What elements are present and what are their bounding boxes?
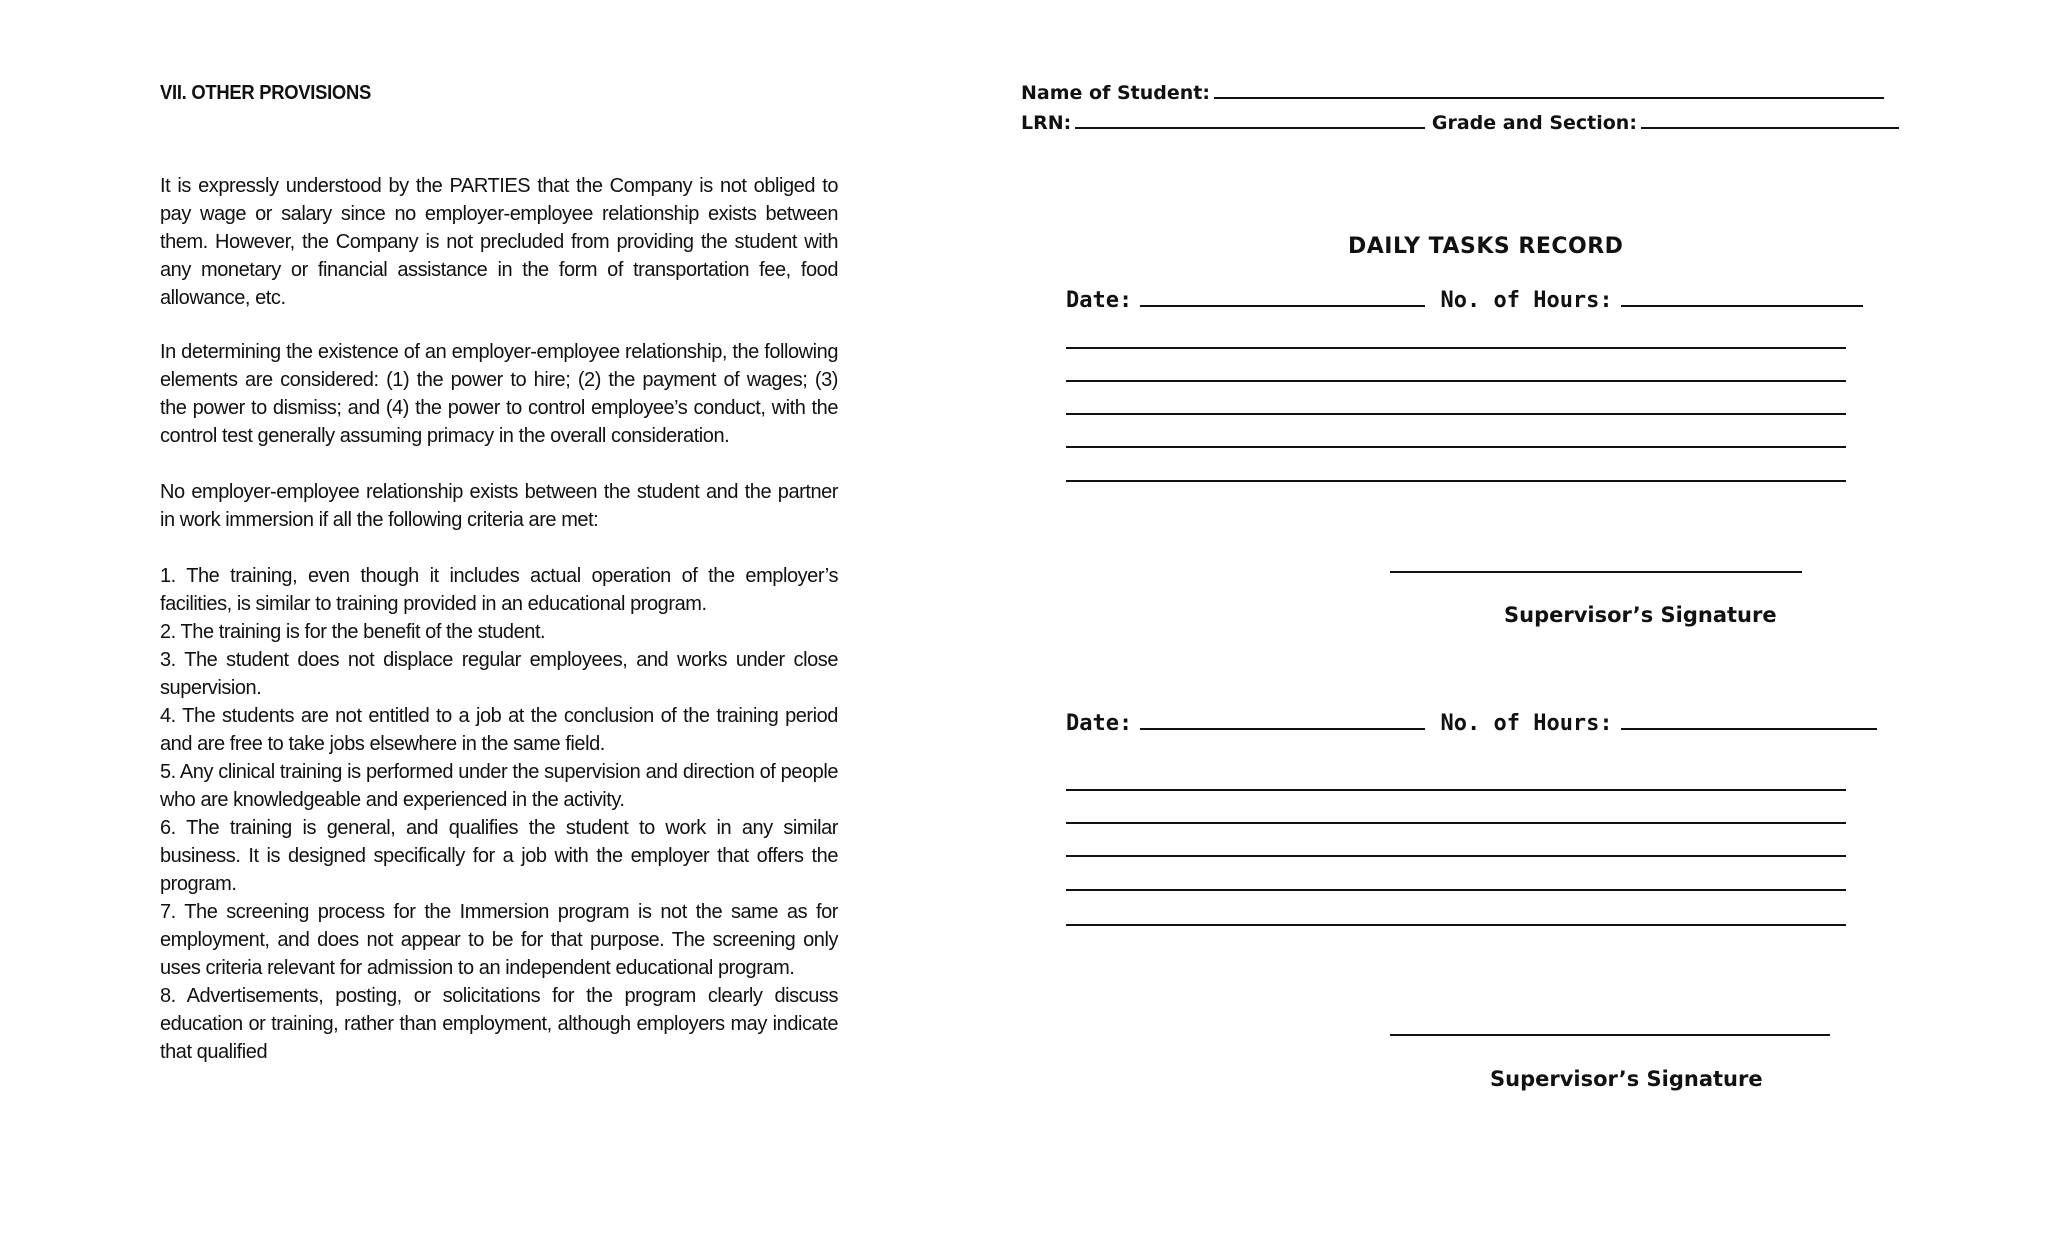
supervisor-signature-label: Supervisor’s Signature (1504, 603, 1777, 627)
hours-field[interactable] (1621, 287, 1863, 307)
criteria-item: 4. The students are not entitled to a job at the conclusion of the training period and are free to take jobs elsewhere in the same field. (160, 705, 838, 755)
task-line[interactable] (1066, 347, 1846, 349)
hours-label: No. of Hours: (1440, 288, 1613, 313)
entry-1-date-row (1066, 287, 1863, 313)
student-name-field[interactable] (1214, 79, 1884, 99)
task-line[interactable] (1066, 413, 1846, 415)
date-label: Date: (1066, 288, 1133, 313)
supervisor-signature-line[interactable] (1390, 1034, 1830, 1036)
task-line[interactable] (1066, 789, 1846, 791)
date-field[interactable] (1140, 287, 1425, 307)
task-line[interactable] (1066, 889, 1846, 891)
criteria-item: 2. The training is for the benefit of the student. (160, 621, 546, 643)
section-heading: VII. OTHER PROVISIONS (160, 82, 371, 104)
lrn-grade-row (1021, 109, 1899, 134)
student-name-row (1021, 79, 1884, 104)
criteria-item: 1. The training, even though it includes actual operation of the employer’s facilities, is similar to training provided in an educational program. (160, 565, 838, 615)
criteria-item: 5. Any clinical training is performed under the supervision and direction of people who are knowledgeable and experienced in the activity. (160, 761, 838, 811)
task-line[interactable] (1066, 380, 1846, 382)
student-name-label: Name of Student: (1021, 82, 1210, 104)
criteria-item: 3. The student does not displace regular employees, and works under close supervision. (160, 649, 838, 699)
criteria-item: 8. Advertisements, posting, or solicitations for the program clearly discuss education or training, rather than employment, although employers may indicate that qualified (160, 985, 838, 1063)
task-line[interactable] (1066, 822, 1846, 824)
paragraph-relationship-elements: In determining the existence of an employer-employee relationship, the following elements are considered: (1) the power to hire; (2) the payment of wages; (3) the power to dismiss; and (4) the power to control employee’s conduct, with the control test generally assuming primacy in the overall consideration. (160, 341, 838, 447)
paragraph-criteria-intro: No employer-employee relationship exists between the student and the partner in work immersion if all the following criteria are met: (160, 481, 838, 531)
date-label: Date: (1066, 711, 1133, 736)
hours-label: No. of Hours: (1440, 711, 1613, 736)
record-title: DAILY TASKS RECORD (1348, 234, 1624, 259)
date-field[interactable] (1140, 710, 1425, 730)
entry-2-date-row (1066, 710, 1877, 736)
task-line[interactable] (1066, 924, 1846, 926)
task-line[interactable] (1066, 446, 1846, 448)
lrn-label: LRN: (1021, 112, 1072, 134)
hours-field[interactable] (1621, 710, 1877, 730)
supervisor-signature-label: Supervisor’s Signature (1490, 1067, 1763, 1091)
paragraph-no-obligation: It is expressly understood by the PARTIES that the Company is not obliged to pay wage or salary since no employer-employee relationship exists between them. However, the Company is not precluded from providing the student with any monetary or financial assistance in the form of transportation fee, food allowance, etc. (160, 175, 838, 309)
grade-section-label: Grade and Section: (1431, 112, 1637, 134)
supervisor-signature-line[interactable] (1390, 571, 1802, 573)
grade-section-field[interactable] (1641, 109, 1899, 129)
task-line[interactable] (1066, 855, 1846, 857)
criteria-item: 7. The screening process for the Immersion program is not the same as for employment, and does not appear to be for that purpose. The screening only uses criteria relevant for admission to an independent educational program. (160, 901, 838, 979)
lrn-field[interactable] (1075, 109, 1425, 129)
task-line[interactable] (1066, 480, 1846, 482)
criteria-item: 6. The training is general, and qualifies the student to work in any similar business. It is designed specifically for a job with the employer that offers the program. (160, 817, 838, 895)
